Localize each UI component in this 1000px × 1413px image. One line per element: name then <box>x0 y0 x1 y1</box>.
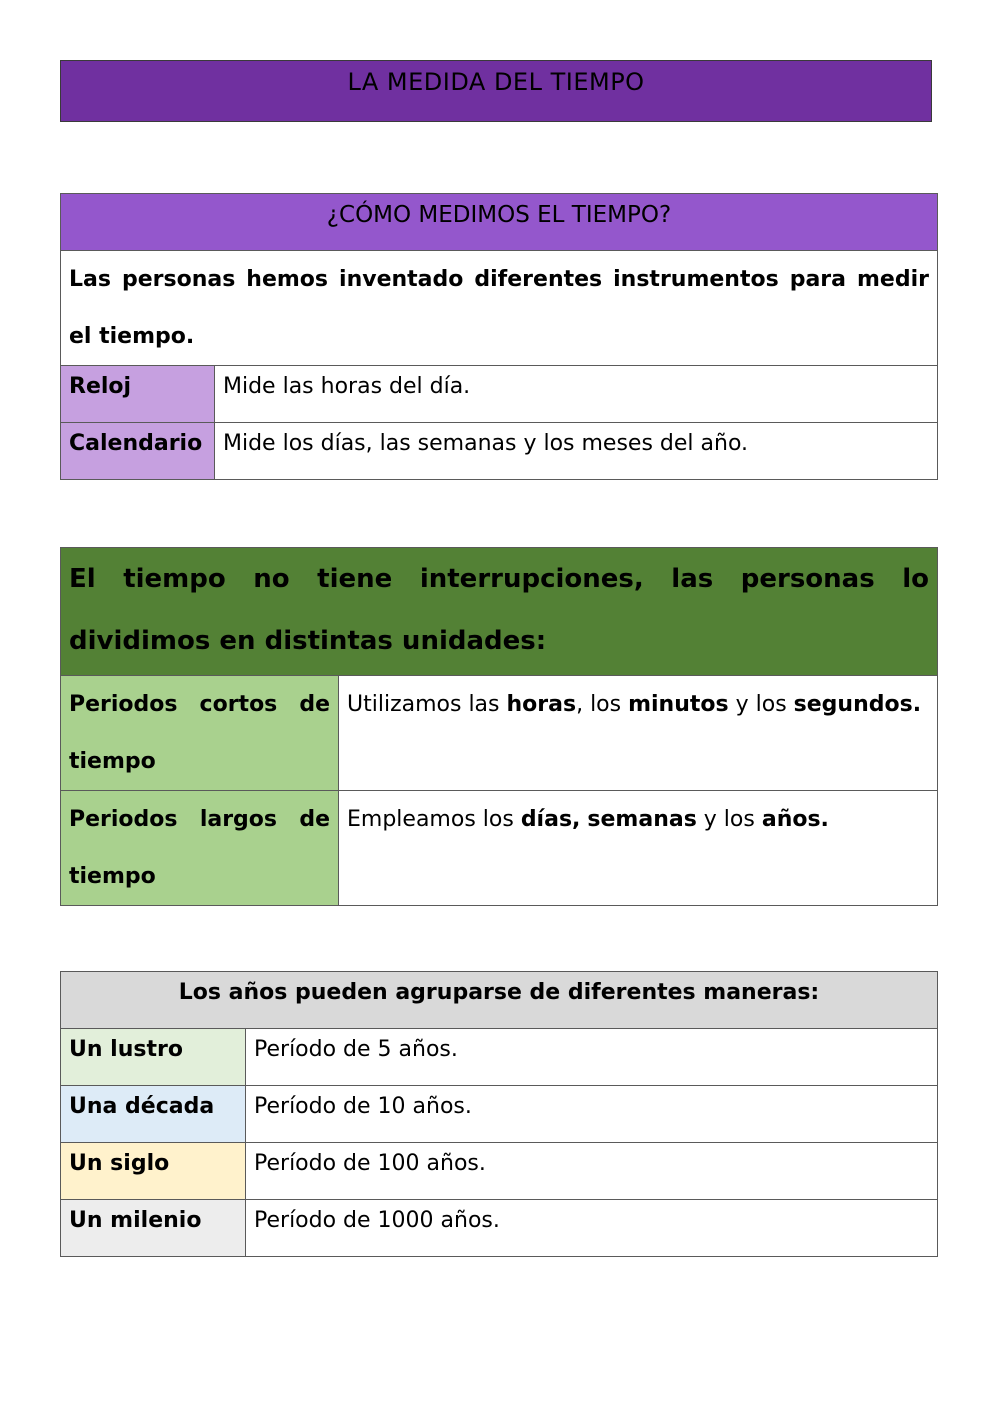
table-row <box>61 1200 938 1257</box>
long-periods-label-text: Periodos largos de tiempo <box>69 807 330 889</box>
short-periods-label <box>61 676 339 791</box>
row-label: Un lustro <box>61 1029 246 1086</box>
table-row <box>61 1143 938 1200</box>
section2-heading: El tiempo no tiene interrupciones, las personas lo dividimos en distintas unidades: <box>61 548 938 676</box>
short-periods-text <box>339 676 938 791</box>
long-periods-label <box>61 791 339 906</box>
bold-text-run: semanas <box>587 807 697 832</box>
row-label: Reloj <box>61 366 215 423</box>
table-row <box>61 1029 938 1086</box>
measuring-time-table <box>60 193 938 480</box>
row-text: Mide las horas del día. <box>215 366 938 423</box>
section1-heading: ¿CÓMO MEDIMOS EL TIEMPO? <box>61 194 938 251</box>
row-label: Una década <box>61 1086 246 1143</box>
short-periods-label-text: Periodos cortos de tiempo <box>69 692 330 774</box>
row-label: Un siglo <box>61 1143 246 1200</box>
row-text: Período de 1000 años. <box>246 1200 938 1257</box>
section3-heading: Los años pueden agruparse de diferentes maneras: <box>61 972 938 1029</box>
row-text: Período de 10 años. <box>246 1086 938 1143</box>
bold-text-run: minutos <box>628 692 729 717</box>
year-groupings-table <box>60 971 938 1257</box>
table-row <box>61 366 938 423</box>
bold-text-run: días, <box>520 807 581 832</box>
table-row <box>61 676 938 791</box>
table-row <box>61 423 938 480</box>
table-row <box>61 791 938 906</box>
text-run: Empleamos los <box>347 807 521 832</box>
text-run: , los <box>576 692 629 717</box>
row-label: Calendario <box>61 423 215 480</box>
row-label: Un milenio <box>61 1200 246 1257</box>
bold-text-run: segundos. <box>793 692 922 717</box>
long-periods-text <box>339 791 938 906</box>
text-run: Utilizamos las <box>347 692 507 717</box>
time-units-table <box>60 547 938 906</box>
text-run: y los <box>728 692 794 717</box>
table-row <box>61 1086 938 1143</box>
bold-text-run: horas <box>506 692 577 717</box>
page-title: LA MEDIDA DEL TIEMPO <box>60 60 932 122</box>
section1-intro: Las personas hemos inventado diferentes instrumentos para medir el tiempo. <box>61 251 938 366</box>
bold-text-run: años. <box>761 807 829 832</box>
row-text: Mide los días, las semanas y los meses del año. <box>215 423 938 480</box>
row-text: Período de 100 años. <box>246 1143 938 1200</box>
text-run: y los <box>696 807 762 832</box>
row-text: Período de 5 años. <box>246 1029 938 1086</box>
